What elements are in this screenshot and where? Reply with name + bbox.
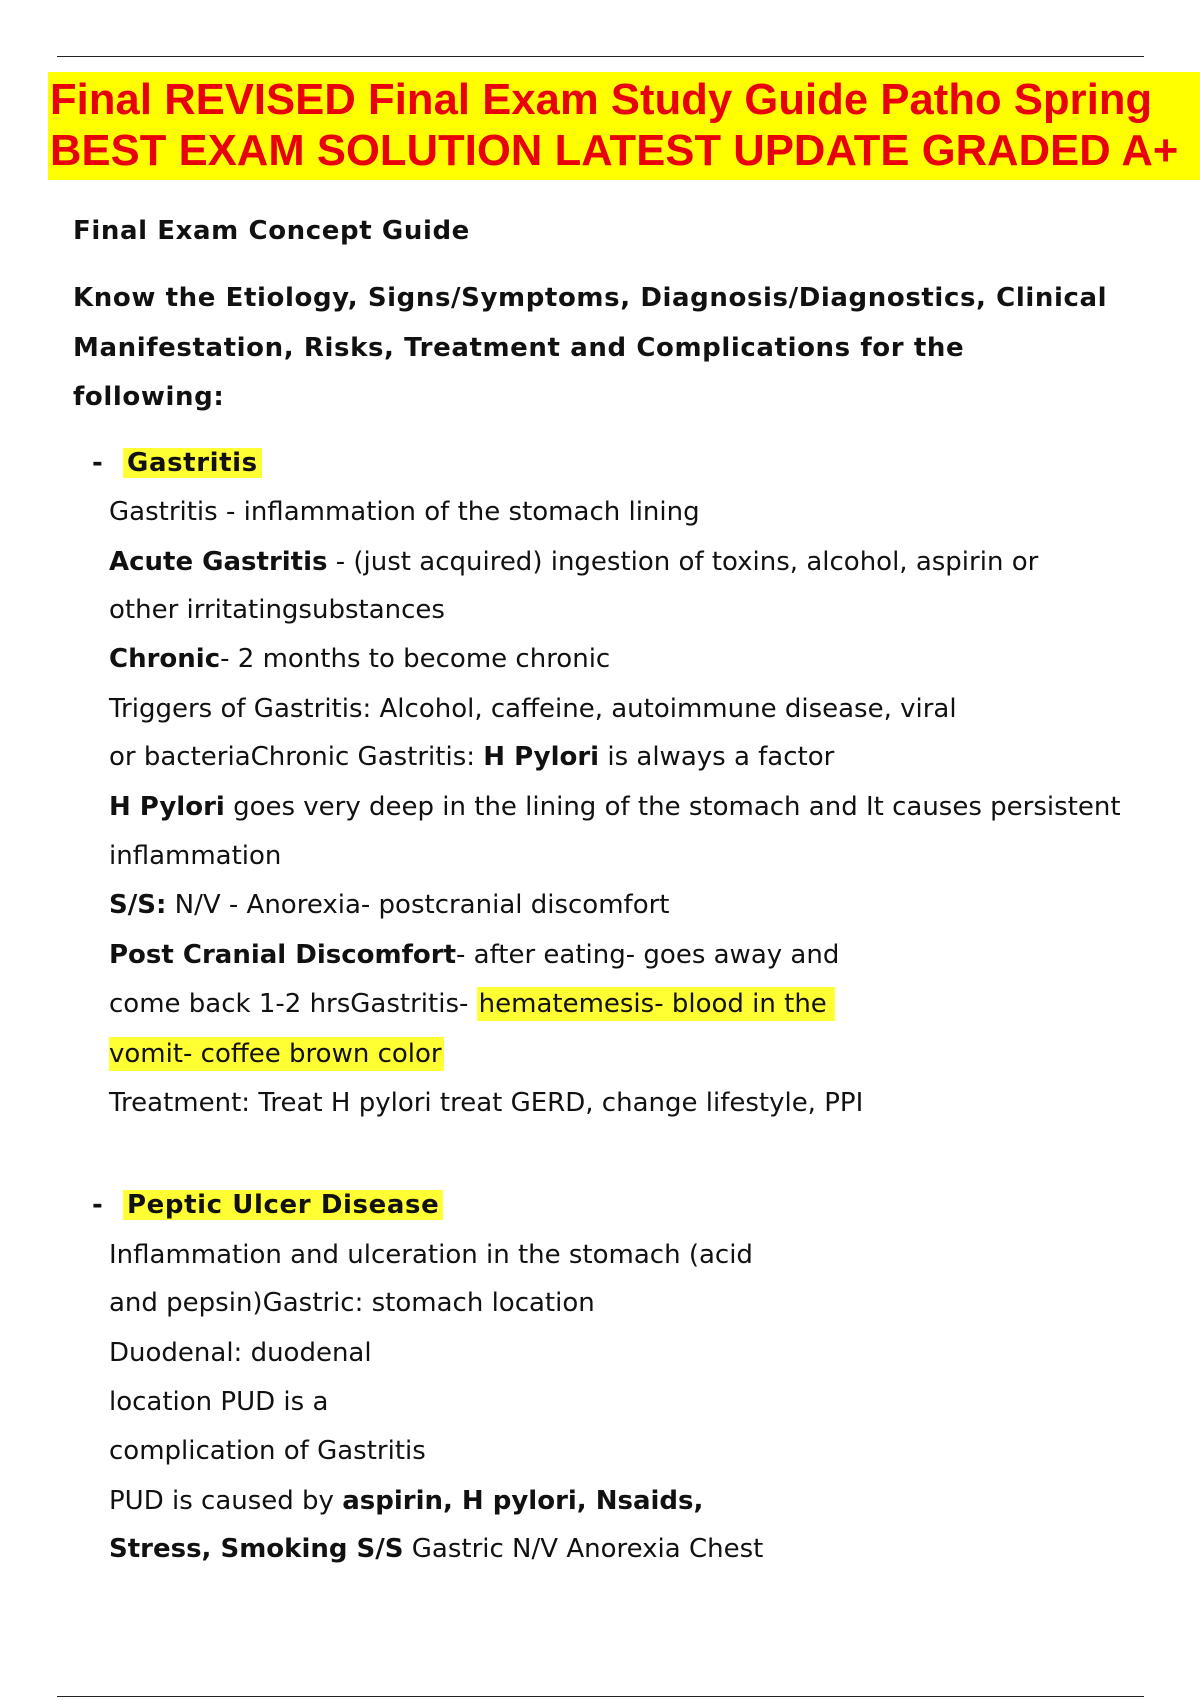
pcd-text: - after eating- goes away and xyxy=(456,940,840,970)
title-line-2: BEST EXAM SOLUTION LATEST UPDATE GRADED A+ xyxy=(50,127,1179,175)
ss-line xyxy=(109,889,670,921)
hpylori-cont: inflammation xyxy=(109,841,282,871)
pud-line-1: Inflammation and ulceration in the stomach (acid xyxy=(109,1240,753,1270)
pud-stress-a: Stress, Smoking S/S xyxy=(109,1534,404,1564)
triggers-cont-c: is always a factor xyxy=(599,742,835,772)
pud-line-4: location PUD is a xyxy=(109,1387,329,1417)
bottom-rule xyxy=(57,1696,1144,1697)
pcd-label: Post Cranial Discomfort xyxy=(109,940,457,970)
ss-text: N/V - Anorexia- postcranial discomfort xyxy=(166,890,670,920)
title-banner xyxy=(48,72,1200,180)
intro-line-3: following: xyxy=(73,382,225,412)
pud-line-2: and pepsin)Gastric: stomach location xyxy=(109,1288,595,1318)
triggers-hpylori: H Pylori xyxy=(483,742,600,772)
hpylori-line xyxy=(109,791,1121,823)
intro-line-1: Know the Etiology, Signs/Symptoms, Diagnosis/Diagnostics, Clinical xyxy=(73,283,1108,313)
triggers-cont-a: or bacteriaChronic Gastritis: xyxy=(109,742,484,772)
guide-heading: Final Exam Concept Guide xyxy=(73,216,470,246)
comeback-text: come back 1-2 hrsGastritis- xyxy=(109,989,477,1019)
chronic-label: Chronic xyxy=(109,644,221,674)
acute-gastritis-cont: other irritatingsubstances xyxy=(109,595,445,625)
pud-caused-a: PUD is caused by xyxy=(109,1486,343,1516)
chronic-text: - 2 months to become chronic xyxy=(220,644,611,674)
bullet-gastritis: - xyxy=(92,448,103,478)
section-heading-gastritis xyxy=(123,447,262,479)
treatment-line: Treatment: Treat H pylori treat GERD, change lifestyle, PPI xyxy=(109,1088,864,1118)
top-rule xyxy=(57,56,1144,57)
vomit-line xyxy=(109,1038,444,1070)
pcd-line xyxy=(109,939,839,971)
hpylori-label: H Pylori xyxy=(109,792,225,822)
bullet-pud: - xyxy=(92,1190,103,1220)
triggers-cont xyxy=(109,741,834,773)
hpylori-text: goes very deep in the lining of the stomach and It causes persistent xyxy=(224,792,1121,822)
acute-label: Acute Gastritis xyxy=(109,547,328,577)
pud-stress-line xyxy=(109,1533,763,1565)
pud-caused-line xyxy=(109,1485,703,1517)
pud-heading-highlight: Peptic Ulcer Disease xyxy=(123,1190,443,1220)
vomit-highlight: vomit- coffee brown color xyxy=(109,1039,442,1069)
pud-stress-b: Gastric N/V Anorexia Chest xyxy=(403,1534,764,1564)
chronic-line xyxy=(109,643,610,675)
triggers-line: Triggers of Gastritis: Alcohol, caffeine, autoimmune disease, viral xyxy=(109,694,957,724)
gastritis-definition: Gastritis - inflammation of the stomach lining xyxy=(109,497,700,527)
gastritis-heading-highlight: Gastritis xyxy=(123,448,262,478)
acute-gastritis-line xyxy=(109,546,1038,578)
hematemesis-highlight: hematemesis- blood in the xyxy=(477,987,835,1021)
pud-line-5: complication of Gastritis xyxy=(109,1436,426,1466)
acute-text: - (just acquired) ingestion of toxins, alcohol, aspirin or xyxy=(327,547,1039,577)
title-line-1: Final REVISED Final Exam Study Guide Patho Spring xyxy=(50,76,1153,124)
pud-line-3: Duodenal: duodenal xyxy=(109,1338,372,1368)
pud-caused-b: aspirin, H pylori, Nsaids, xyxy=(342,1486,704,1516)
intro-line-2: Manifestation, Risks, Treatment and Complications for the xyxy=(73,333,965,363)
comeback-line xyxy=(109,988,835,1020)
ss-label: S/S: xyxy=(109,890,167,920)
section-heading-pud xyxy=(123,1189,443,1221)
